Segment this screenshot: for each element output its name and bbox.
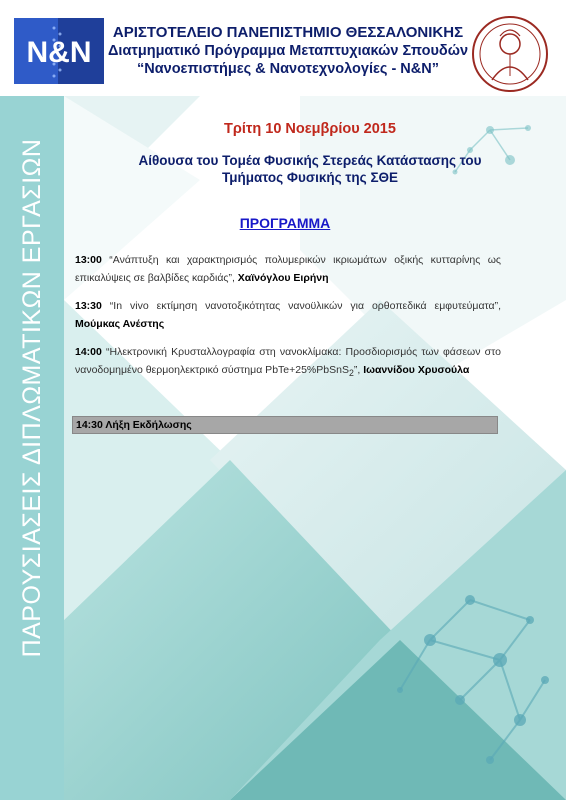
program-item-speaker: Ιωαννίδου Χρυσούλα bbox=[363, 364, 470, 376]
event-date: Τρίτη 10 Νοεμβρίου 2015 bbox=[224, 121, 396, 137]
program-subtitle: “Νανοεπιστήμες & Νανοτεχνολογίες - N&N” bbox=[137, 61, 439, 77]
program-item-speaker: Μούμκας Ανέστης bbox=[75, 318, 165, 330]
program-item-title-end: ”, bbox=[353, 364, 364, 376]
venue-line-2: Τμήματος Φυσικής της ΣΘΕ bbox=[221, 170, 399, 185]
program-name: Διατμηματικό Πρόγραμμα Μεταπτυχιακών Σπουδών bbox=[108, 43, 469, 59]
venue-line-1: Αίθουσα του Τομέα Φυσικής Στερεάς Κατάστασης του bbox=[138, 153, 482, 168]
program-item-subscript: 2 bbox=[348, 368, 354, 379]
university-seal-icon bbox=[470, 14, 550, 94]
program-item bbox=[75, 251, 501, 287]
header-band bbox=[0, 0, 566, 96]
svg-text:N&N: N&N bbox=[26, 36, 92, 69]
university-name: ΑΡΙΣΤΟΤΕΛΕΙΟ ΠΑΝΕΠΙΣΤΗΜΙΟ ΘΕΣΣΑΛΟΝΙΚΗΣ bbox=[112, 24, 464, 41]
program-item-time: 13:30 bbox=[75, 300, 102, 312]
program-item-time: 14:00 bbox=[75, 346, 102, 358]
program-item bbox=[75, 343, 501, 382]
program-item-time: 13:00 bbox=[75, 254, 102, 266]
nn-logo-icon bbox=[14, 18, 104, 84]
program-heading: ΠΡΟΓΡΑΜΜΑ bbox=[239, 215, 331, 231]
program-item-title: “In vivo εκτίμηση νανοτοξικότητας νανοϋλικών για ορθοπεδικά εμφυτεύματα”, bbox=[101, 300, 501, 312]
program-item bbox=[75, 297, 501, 333]
program-item-title: “Ανάπτυξη και χαρακτηρισμός πολυμερικών ικριωμάτων οξικής κυτταρίνης ως επικαλύψεις σε βαλβίδες καρδιάς”, bbox=[75, 254, 501, 284]
sidebar-vertical-title: ΠΑΡΟΥΣΙΑΣΕΙΣ ΔΙΠΛΩΜΑΤΙΚΩΝ ΕΡΓΑΣΙΩΝ bbox=[18, 138, 46, 658]
program-item-speaker: Χαϊνόγλου Ειρήνη bbox=[237, 272, 329, 284]
closing-bar: 14:30 Λήξη Εκδήλωσης bbox=[72, 416, 498, 434]
program-item-title: “Ηλεκτρονική Κρυσταλλογραφία στη νανοκλίμακα: Προσδιορισμός των φάσεων στο νανοδομημένο θερμοηλεκτρικό σύστημα PbTe+25%PbSnS bbox=[75, 346, 501, 376]
